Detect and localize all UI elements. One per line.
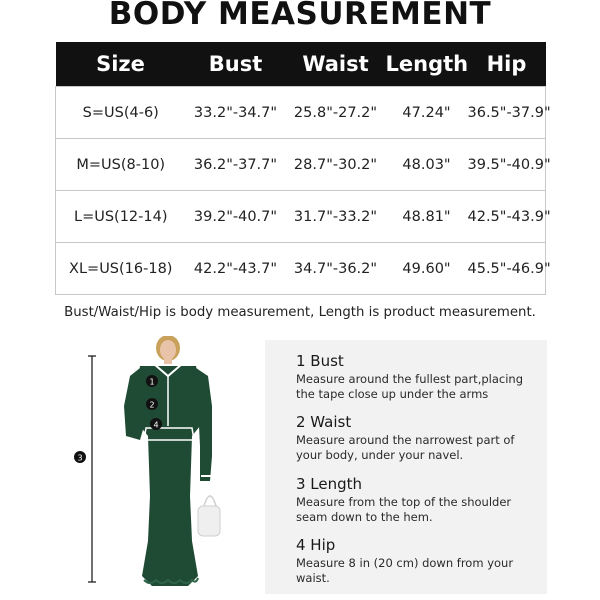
table-header-row (56, 42, 546, 87)
svg-text:2: 2 (149, 400, 155, 410)
header-size: Size (56, 42, 186, 87)
guide-desc-line: Measure around the narrowest part of (296, 433, 515, 447)
dress-figure (70, 336, 260, 596)
table-row (56, 87, 546, 139)
guide-description (296, 372, 523, 402)
guide-desc-line: Measure around the fullest part,placing (296, 372, 523, 386)
guide-desc-line: your body, under your navel. (296, 448, 464, 462)
handbag (198, 496, 220, 536)
guide-title: 2 Waist (296, 413, 352, 431)
marker-2 (146, 398, 158, 410)
cell-hip: 42.5"-43.9" (468, 191, 546, 243)
cell-hip: 45.5"-46.9" (468, 243, 546, 295)
guide-item-waist (296, 413, 514, 463)
header-hip: Hip (468, 42, 546, 87)
guide-desc-line: Measure 8 in (20 cm) down from your (296, 556, 514, 570)
cell-size: L=US(12-14) (56, 191, 186, 243)
cell-length: 49.60" (386, 243, 468, 295)
guide-title: 4 Hip (296, 536, 336, 554)
measurement-guide-panel (265, 340, 547, 594)
cell-bust: 36.2"-37.7" (186, 139, 286, 191)
cell-waist: 34.7"-36.2" (286, 243, 386, 295)
cell-waist: 31.7"-33.2" (286, 191, 386, 243)
table-row (56, 191, 546, 243)
header-waist: Waist (286, 42, 386, 87)
guide-description (296, 433, 514, 463)
guide-desc-line: waist. (296, 571, 330, 585)
model-head (156, 336, 180, 364)
guide-description (296, 556, 513, 586)
cell-size: XL=US(16-18) (56, 243, 186, 295)
marker-4 (150, 418, 162, 430)
cell-size: S=US(4-6) (56, 87, 186, 139)
dress-shape (124, 364, 212, 586)
cell-length: 47.24" (386, 87, 468, 139)
cell-length: 48.03" (386, 139, 468, 191)
guide-item-length (296, 475, 511, 525)
measurement-note: Bust/Waist/Hip is body measurement, Length is product measurement. (64, 305, 536, 320)
guide-description (296, 495, 511, 525)
svg-text:4: 4 (153, 420, 159, 430)
cell-bust: 42.2"-43.7" (186, 243, 286, 295)
marker-3 (74, 451, 86, 463)
length-measure-line (88, 356, 96, 582)
cell-length: 48.81" (386, 191, 468, 243)
cell-bust: 33.2"-34.7" (186, 87, 286, 139)
guide-item-bust (296, 352, 523, 402)
cell-hip: 39.5"-40.9" (468, 139, 546, 191)
table-row (56, 243, 546, 295)
marker-1 (146, 375, 158, 387)
cell-waist: 28.7"-30.2" (286, 139, 386, 191)
guide-title: 1 Bust (296, 352, 344, 370)
cell-bust: 39.2"-40.7" (186, 191, 286, 243)
page-title: BODY MEASUREMENT (108, 0, 492, 32)
cell-hip: 36.5"-37.9" (468, 87, 546, 139)
guide-item-hip (296, 536, 513, 586)
svg-text:3: 3 (77, 453, 83, 463)
svg-text:1: 1 (149, 377, 155, 387)
size-chart-table (55, 42, 551, 295)
cell-size: M=US(8-10) (56, 139, 186, 191)
cell-waist: 25.8"-27.2" (286, 87, 386, 139)
header-bust: Bust (186, 42, 286, 87)
guide-desc-line: Measure from the top of the shoulder (296, 495, 512, 509)
guide-title: 3 Length (296, 475, 363, 493)
table-row (56, 139, 546, 191)
guide-desc-line: seam down to the hem. (296, 510, 433, 524)
header-length: Length (386, 42, 468, 87)
guide-desc-line: the tape close up under the arms (296, 387, 489, 401)
